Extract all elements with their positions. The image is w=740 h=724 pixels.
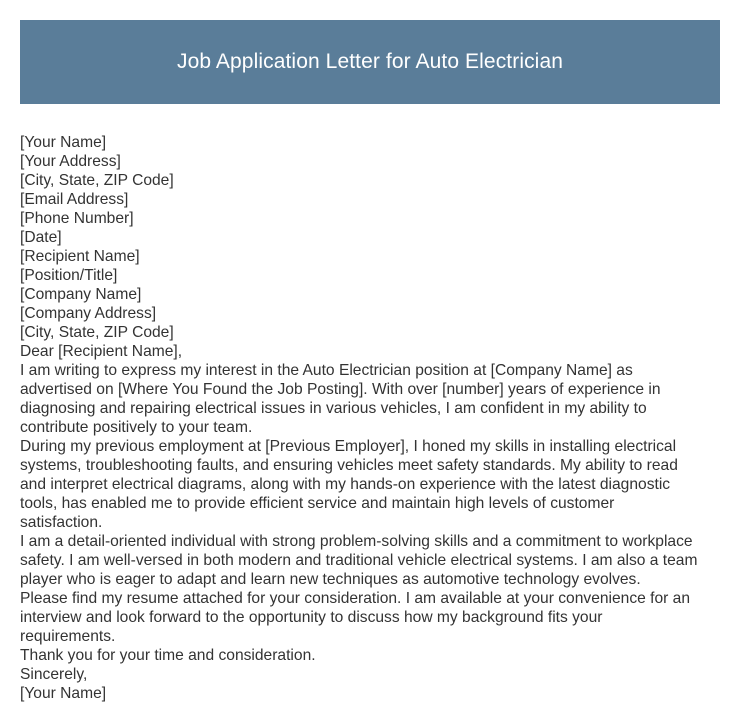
sender-address: [Your Address] — [20, 153, 121, 170]
paragraph-line: safety. I am well-versed in both modern and traditional vehicle electrical systems. I am also a team — [20, 552, 698, 569]
paragraph-line: Thank you for your time and consideration. — [20, 647, 316, 664]
sender-city-state-zip: [City, State, ZIP Code] — [20, 172, 174, 189]
sender-email: [Email Address] — [20, 191, 129, 208]
paragraph-line: requirements. — [20, 628, 116, 645]
sender-phone: [Phone Number] — [20, 210, 134, 227]
paragraph-line: satisfaction. — [20, 514, 103, 531]
recipient-name: [Recipient Name] — [20, 248, 140, 265]
letter-date: [Date] — [20, 229, 62, 246]
letter-header-banner — [20, 20, 720, 104]
page-title: Job Application Letter for Auto Electrician — [176, 50, 564, 73]
paragraph-line: contribute positively to your team. — [20, 419, 253, 436]
paragraph-line: tools, has enabled me to provide efficient service and maintain high levels of customer — [20, 495, 615, 512]
paragraph-line: Please find my resume attached for your consideration. I am available at your convenience for an — [20, 590, 691, 607]
paragraph-experience — [20, 437, 720, 532]
sender-name: [Your Name] — [20, 134, 107, 151]
paragraph-line: interview and look forward to the opportunity to discuss how my background fits your — [20, 609, 603, 626]
paragraph-line: player who is eager to adapt and learn new techniques as automotive technology evolves. — [20, 571, 641, 588]
paragraph-skills — [20, 532, 720, 589]
paragraph-line: I am a detail-oriented individual with strong problem-solving skills and a commitment to workplace — [20, 533, 693, 550]
paragraph-line: advertised on [Where You Found the Job Posting]. With over [number] years of experience in — [20, 381, 661, 398]
signature-name: [Your Name] — [20, 685, 107, 702]
closing: Sincerely, — [20, 666, 88, 683]
salutation: Dear [Recipient Name], — [20, 343, 183, 360]
paragraph-resume — [20, 589, 720, 646]
letter-body — [20, 133, 720, 703]
recipient-city-state-zip: [City, State, ZIP Code] — [20, 324, 174, 341]
recipient-company-address: [Company Address] — [20, 305, 157, 322]
paragraph-line: and interpret electrical diagrams, along with my hands-on experience with the latest diagnostic — [20, 476, 671, 493]
recipient-company: [Company Name] — [20, 286, 142, 303]
paragraph-line: diagnosing and repairing electrical issues in various vehicles, I am confident in my ability to — [20, 400, 647, 417]
paragraph-intro — [20, 361, 720, 437]
paragraph-line: I am writing to express my interest in the Auto Electrician position at [Company Name] as — [20, 362, 633, 379]
paragraph-thanks — [20, 646, 720, 665]
paragraph-line: During my previous employment at [Previous Employer], I honed my skills in installing electrical — [20, 438, 677, 455]
recipient-position: [Position/Title] — [20, 267, 118, 284]
paragraph-line: systems, troubleshooting faults, and ensuring vehicles meet safety standards. My ability to read — [20, 457, 678, 474]
